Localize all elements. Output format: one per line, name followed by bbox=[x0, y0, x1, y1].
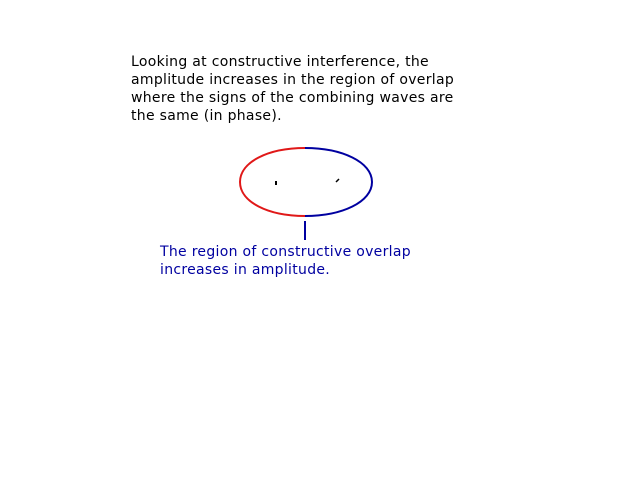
intro-line-2: amplitude increases in the region of overlap bbox=[131, 72, 455, 88]
right-interior-mark bbox=[336, 179, 339, 182]
intro-line-3: where the signs of the combining waves are bbox=[131, 90, 454, 106]
caption-line-1: The region of constructive overlap bbox=[160, 244, 411, 260]
in-phase-lobe-left-half bbox=[240, 148, 305, 216]
intro-line-1: Looking at constructive interference, the bbox=[131, 54, 429, 70]
in-phase-lobe-right-half bbox=[305, 148, 372, 216]
caption-paragraph bbox=[160, 243, 411, 279]
intro-line-4: the same (in phase). bbox=[131, 108, 282, 124]
caption-line-2: increases in amplitude. bbox=[160, 262, 331, 278]
